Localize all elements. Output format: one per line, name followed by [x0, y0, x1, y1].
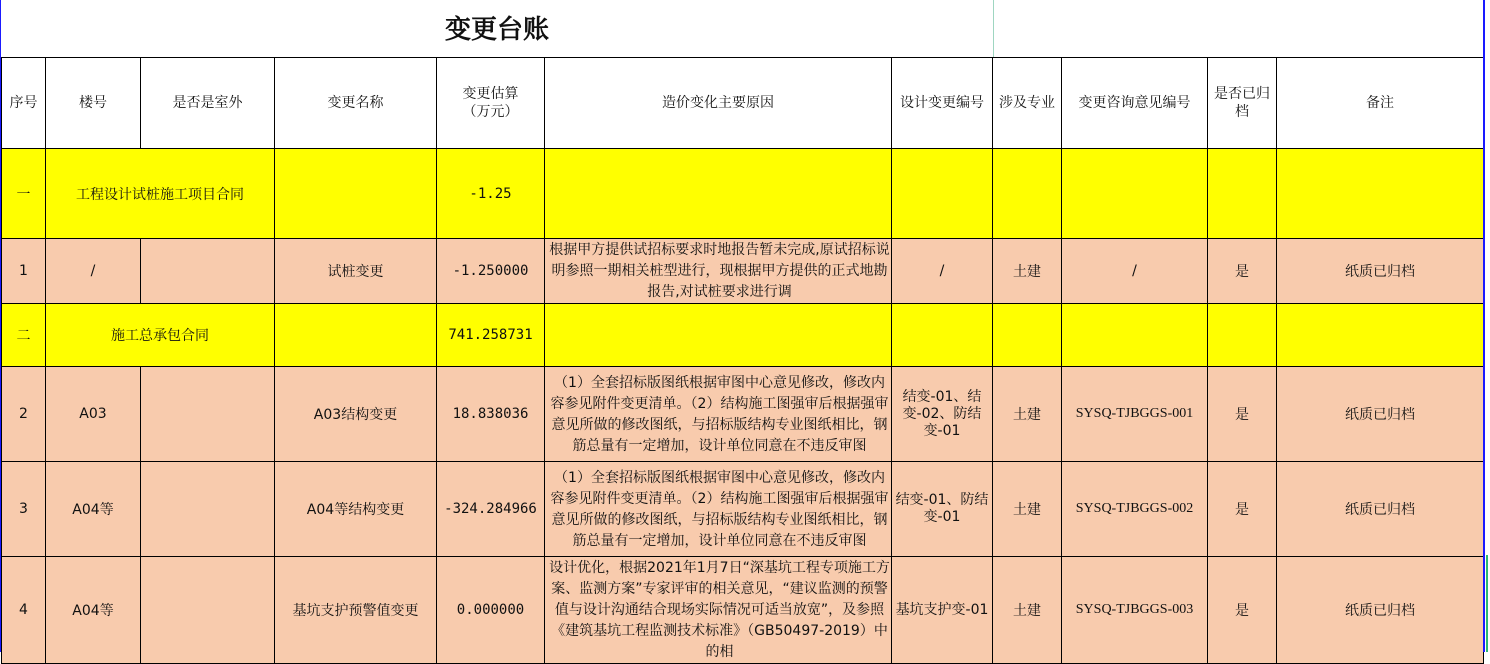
section-cell[interactable] [1277, 304, 1484, 367]
cell-design-no[interactable]: 基坑支护变-01 [892, 557, 993, 664]
header-row [2, 58, 1484, 149]
section-estimate[interactable]: 741.258731 [437, 304, 545, 367]
cell-discipline[interactable]: 土建 [993, 557, 1062, 664]
cell-remark[interactable]: 纸质已归档 [1277, 557, 1484, 664]
section-cell[interactable] [275, 304, 437, 367]
section-seq[interactable]: 二 [2, 304, 46, 367]
cell-estimate[interactable]: 18.838036 [437, 367, 545, 462]
header-reason[interactable]: 造价变化主要原因 [545, 58, 892, 149]
change-ledger-table [1, 57, 1484, 664]
cell-discipline[interactable]: 土建 [993, 367, 1062, 462]
reason-text: 根据甲方提供试招标要求时地报告暂未完成,原试招标说明参照一期相关桩型进行，现根据甲方提供的正式地勘报告,对试桩要求进行调 [549, 242, 890, 300]
section-cell[interactable] [1277, 149, 1484, 239]
cell-discipline[interactable]: 土建 [993, 239, 1062, 304]
cell-archived[interactable]: 是 [1208, 367, 1277, 462]
cell-seq[interactable]: 3 [2, 462, 46, 557]
cell-outdoor[interactable] [141, 239, 275, 304]
cell-estimate[interactable]: -324.284966 [437, 462, 545, 557]
cell-outdoor[interactable] [141, 557, 275, 664]
cell-seq[interactable]: 4 [2, 557, 46, 664]
cell-reason[interactable] [545, 367, 892, 462]
header-consult-no[interactable]: 变更咨询意见编号 [1062, 58, 1208, 149]
section-cell[interactable] [545, 149, 892, 239]
cell-design-no[interactable]: / [892, 239, 993, 304]
table-row [2, 239, 1484, 304]
cell-outdoor[interactable] [141, 367, 275, 462]
cell-discipline[interactable]: 土建 [993, 462, 1062, 557]
header-remark[interactable]: 备注 [1277, 58, 1484, 149]
header-outdoor[interactable]: 是否是室外 [141, 58, 275, 149]
section-cell[interactable] [545, 304, 892, 367]
section-cell[interactable] [892, 149, 993, 239]
cell-archived[interactable]: 是 [1208, 557, 1277, 664]
section-estimate[interactable]: -1.25 [437, 149, 545, 239]
section-cell[interactable] [275, 149, 437, 239]
gridline [993, 0, 994, 57]
section-cell[interactable] [1062, 149, 1208, 239]
cell-name[interactable]: 基坑支护预警值变更 [275, 557, 437, 664]
cell-consult-no[interactable]: SYSQ-TJBGGS-001 [1062, 367, 1208, 462]
cell-name[interactable]: A04等结构变更 [275, 462, 437, 557]
cell-consult-no[interactable]: SYSQ-TJBGGS-003 [1062, 557, 1208, 664]
cell-building[interactable]: A03 [46, 367, 141, 462]
section-row [2, 149, 1484, 239]
sheet-title: 变更台账 [444, 15, 549, 45]
section-cell[interactable] [892, 304, 993, 367]
cell-design-no[interactable]: 结变-01、结变-02、防结变-01 [892, 367, 993, 462]
cell-consult-no[interactable]: / [1062, 239, 1208, 304]
cell-name[interactable]: A03结构变更 [275, 367, 437, 462]
table-row [2, 367, 1484, 462]
cell-reason[interactable] [545, 557, 892, 664]
cell-archived[interactable]: 是 [1208, 462, 1277, 557]
cell-building[interactable]: / [46, 239, 141, 304]
cell-seq[interactable]: 1 [2, 239, 46, 304]
cell-selection-edge [1486, 555, 1488, 652]
cell-building[interactable]: A04等 [46, 462, 141, 557]
table-row [2, 462, 1484, 557]
cell-estimate[interactable]: -1.250000 [437, 239, 545, 304]
cell-outdoor[interactable] [141, 462, 275, 557]
cell-archived[interactable]: 是 [1208, 239, 1277, 304]
cell-remark[interactable]: 纸质已归档 [1277, 462, 1484, 557]
cell-reason[interactable] [545, 462, 892, 557]
section-cell[interactable] [1062, 304, 1208, 367]
header-design-no[interactable]: 设计变更编号 [892, 58, 993, 149]
reason-text: （1）全套招标版图纸根据审图中心意见修改，修改内容参见附件变更清单。（2）结构施工图强审后根据强审意见所做的修改图纸，与招标版结构专业图纸相比，钢筋总量有一定增加，设计单位同意在不违反审图 [550, 374, 889, 454]
section-cell[interactable] [993, 304, 1062, 367]
cell-design-no[interactable]: 结变-01、防结变-01 [892, 462, 993, 557]
header-estimate[interactable]: 变更估算（万元） [437, 58, 545, 149]
header-building[interactable]: 楼号 [46, 58, 141, 149]
section-seq[interactable]: 一 [2, 149, 46, 239]
cell-consult-no[interactable]: SYSQ-TJBGGS-002 [1062, 462, 1208, 557]
cell-estimate[interactable]: 0.000000 [437, 557, 545, 664]
cell-remark[interactable]: 纸质已归档 [1277, 239, 1484, 304]
reason-text: （1）全套招标版图纸根据审图中心意见修改，修改内容参见附件变更清单。（2）结构施工图强审后根据强审意见所做的修改图纸，与招标版结构专业图纸相比，钢筋总量有一定增加，设计单位同意在不违反审图 [550, 469, 889, 549]
cell-reason[interactable] [545, 239, 892, 304]
reason-text: 设计优化，根据2021年1月7日“深基坑工程专项施工方案、监测方案”专家评审的相关意见，“建议监测的预警值与设计沟通结合现场实际情况可适当放宽”，及参照《建筑基坑工程监测技术标准》（GB50497-2019）中的相 [549, 560, 890, 660]
section-name[interactable]: 工程设计试桩施工项目合同 [46, 149, 275, 239]
cell-building[interactable]: A04等 [46, 557, 141, 664]
section-row [2, 304, 1484, 367]
section-cell[interactable] [993, 149, 1062, 239]
section-cell[interactable] [1208, 149, 1277, 239]
header-discipline[interactable]: 涉及专业 [993, 58, 1062, 149]
section-name[interactable]: 施工总承包合同 [46, 304, 275, 367]
header-name[interactable]: 变更名称 [275, 58, 437, 149]
table-row [2, 557, 1484, 664]
window-border-right [1483, 0, 1485, 652]
header-seq[interactable]: 序号 [2, 58, 46, 149]
cell-name[interactable]: 试桩变更 [275, 239, 437, 304]
header-archived[interactable]: 是否已归档 [1208, 58, 1277, 149]
section-cell[interactable] [1208, 304, 1277, 367]
cell-remark[interactable]: 纸质已归档 [1277, 367, 1484, 462]
title-row[interactable] [1, 0, 1483, 58]
cell-seq[interactable]: 2 [2, 367, 46, 462]
window-border-left [0, 0, 1, 652]
